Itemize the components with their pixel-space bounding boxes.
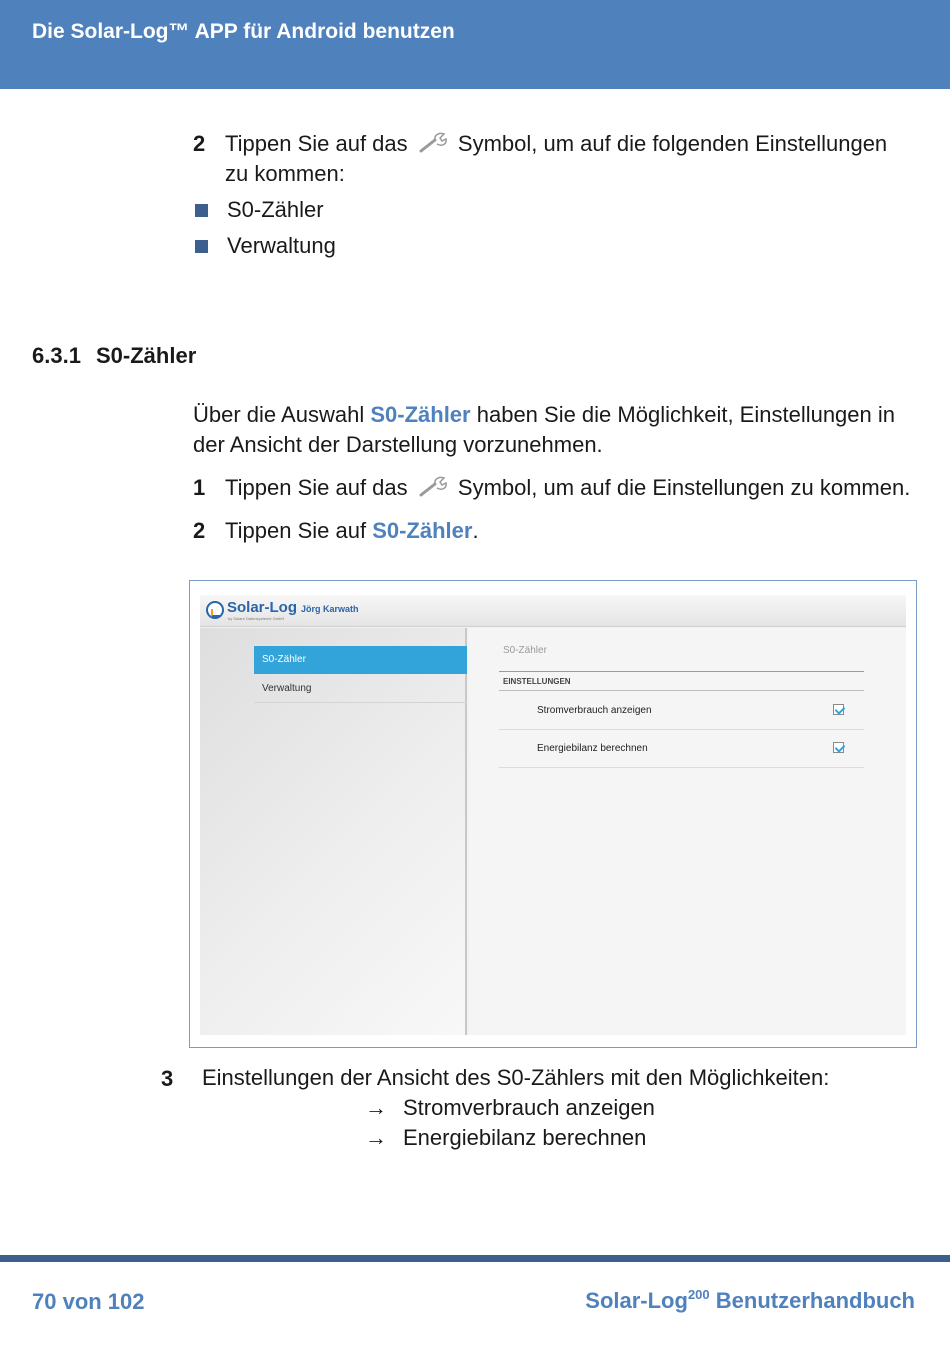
section-heading	[32, 343, 196, 369]
step-number: 2	[193, 518, 206, 543]
solar-log-logo-icon	[206, 601, 224, 619]
step-text-after: Symbol, um auf die folgenden Einstellungen	[457, 131, 888, 156]
app-action-bar	[200, 595, 906, 627]
step-number: 1	[193, 475, 206, 500]
setting-label: Stromverbrauch anzeigen	[537, 705, 652, 716]
section-label: EINSTELLUNGEN	[503, 677, 571, 686]
step-text	[225, 516, 479, 546]
pane-title: S0-Zähler	[503, 645, 547, 656]
paragraph-line	[193, 400, 895, 430]
section-number: 6.3.1	[32, 343, 81, 368]
arrow-right-icon: →	[365, 1095, 387, 1120]
checkbox-checked-icon[interactable]	[833, 704, 844, 715]
paragraph-line: der Ansicht der Darstellung vorzunehmen.	[193, 432, 603, 457]
option-line	[365, 1123, 646, 1153]
divider	[499, 690, 864, 691]
step-text: Einstellungen der Ansicht des S0-Zählers mit den Möglichkeiten:	[202, 1065, 830, 1090]
user-name: Jörg Karwath	[301, 604, 359, 614]
footer-title	[585, 1287, 915, 1314]
setting-row-energiebilanz[interactable]	[499, 730, 864, 768]
page-number: 70 von 102	[32, 1289, 145, 1314]
settings-detail-pane	[469, 628, 906, 1035]
footer-rule	[0, 1255, 950, 1262]
step-number: 3	[161, 1066, 174, 1091]
footer-title-suffix: Benutzerhandbuch	[715, 1288, 915, 1313]
checkbox-checked-icon[interactable]	[833, 742, 844, 753]
highlight-term: S0-Zähler	[370, 402, 471, 427]
wrench-icon	[418, 132, 448, 154]
logo-subtext: by Solare Datensysteme GmbH	[228, 616, 285, 621]
step-text-before: Tippen Sie auf das	[225, 475, 408, 500]
wrench-icon	[418, 476, 448, 498]
arrow-right-icon: →	[365, 1125, 387, 1150]
step-number: 2	[193, 131, 206, 156]
step-text-after: .	[472, 518, 479, 543]
header-title: Die Solar-Log™ APP für Android benutzen	[32, 20, 455, 43]
setting-row-stromverbrauch[interactable]	[499, 692, 864, 730]
highlight-term: S0-Zähler	[372, 518, 473, 543]
divider	[499, 671, 864, 672]
menu-item-s0-zaehler[interactable]: S0-Zähler	[254, 646, 467, 674]
footer-title-sup: 200	[687, 1287, 710, 1302]
paragraph-text: Über die Auswahl	[193, 402, 365, 427]
setting-label: Energiebilanz berechnen	[537, 743, 648, 754]
app-screenshot	[189, 580, 917, 1048]
step-text-continued: zu kommen:	[225, 161, 345, 186]
option-text: Stromverbrauch anzeigen	[403, 1095, 655, 1120]
step-text-after: Symbol, um auf die Einstellungen zu kommen.	[457, 475, 911, 500]
section-title: S0-Zähler	[96, 343, 197, 368]
bullet-square-icon	[195, 240, 208, 253]
step-text-before: Tippen Sie auf das	[225, 131, 408, 156]
settings-menu	[200, 628, 467, 1035]
logo-text: Solar-Log	[227, 599, 297, 616]
menu-item-verwaltung[interactable]: Verwaltung	[254, 675, 467, 703]
bullet-item: S0-Zähler	[227, 197, 324, 222]
paragraph-text: haben Sie die Möglichkeit, Einstellungen in	[476, 402, 896, 427]
option-line	[365, 1093, 655, 1123]
option-text: Energiebilanz berechnen	[403, 1125, 647, 1150]
step-text	[225, 129, 887, 159]
app-window	[200, 595, 906, 1035]
footer-title-prefix: Solar-Log	[585, 1288, 688, 1313]
bullet-square-icon	[195, 204, 208, 217]
step-text-before: Tippen Sie auf	[225, 518, 367, 543]
bullet-item: Verwaltung	[227, 233, 336, 258]
step-text	[225, 473, 910, 503]
page-header	[0, 0, 950, 89]
